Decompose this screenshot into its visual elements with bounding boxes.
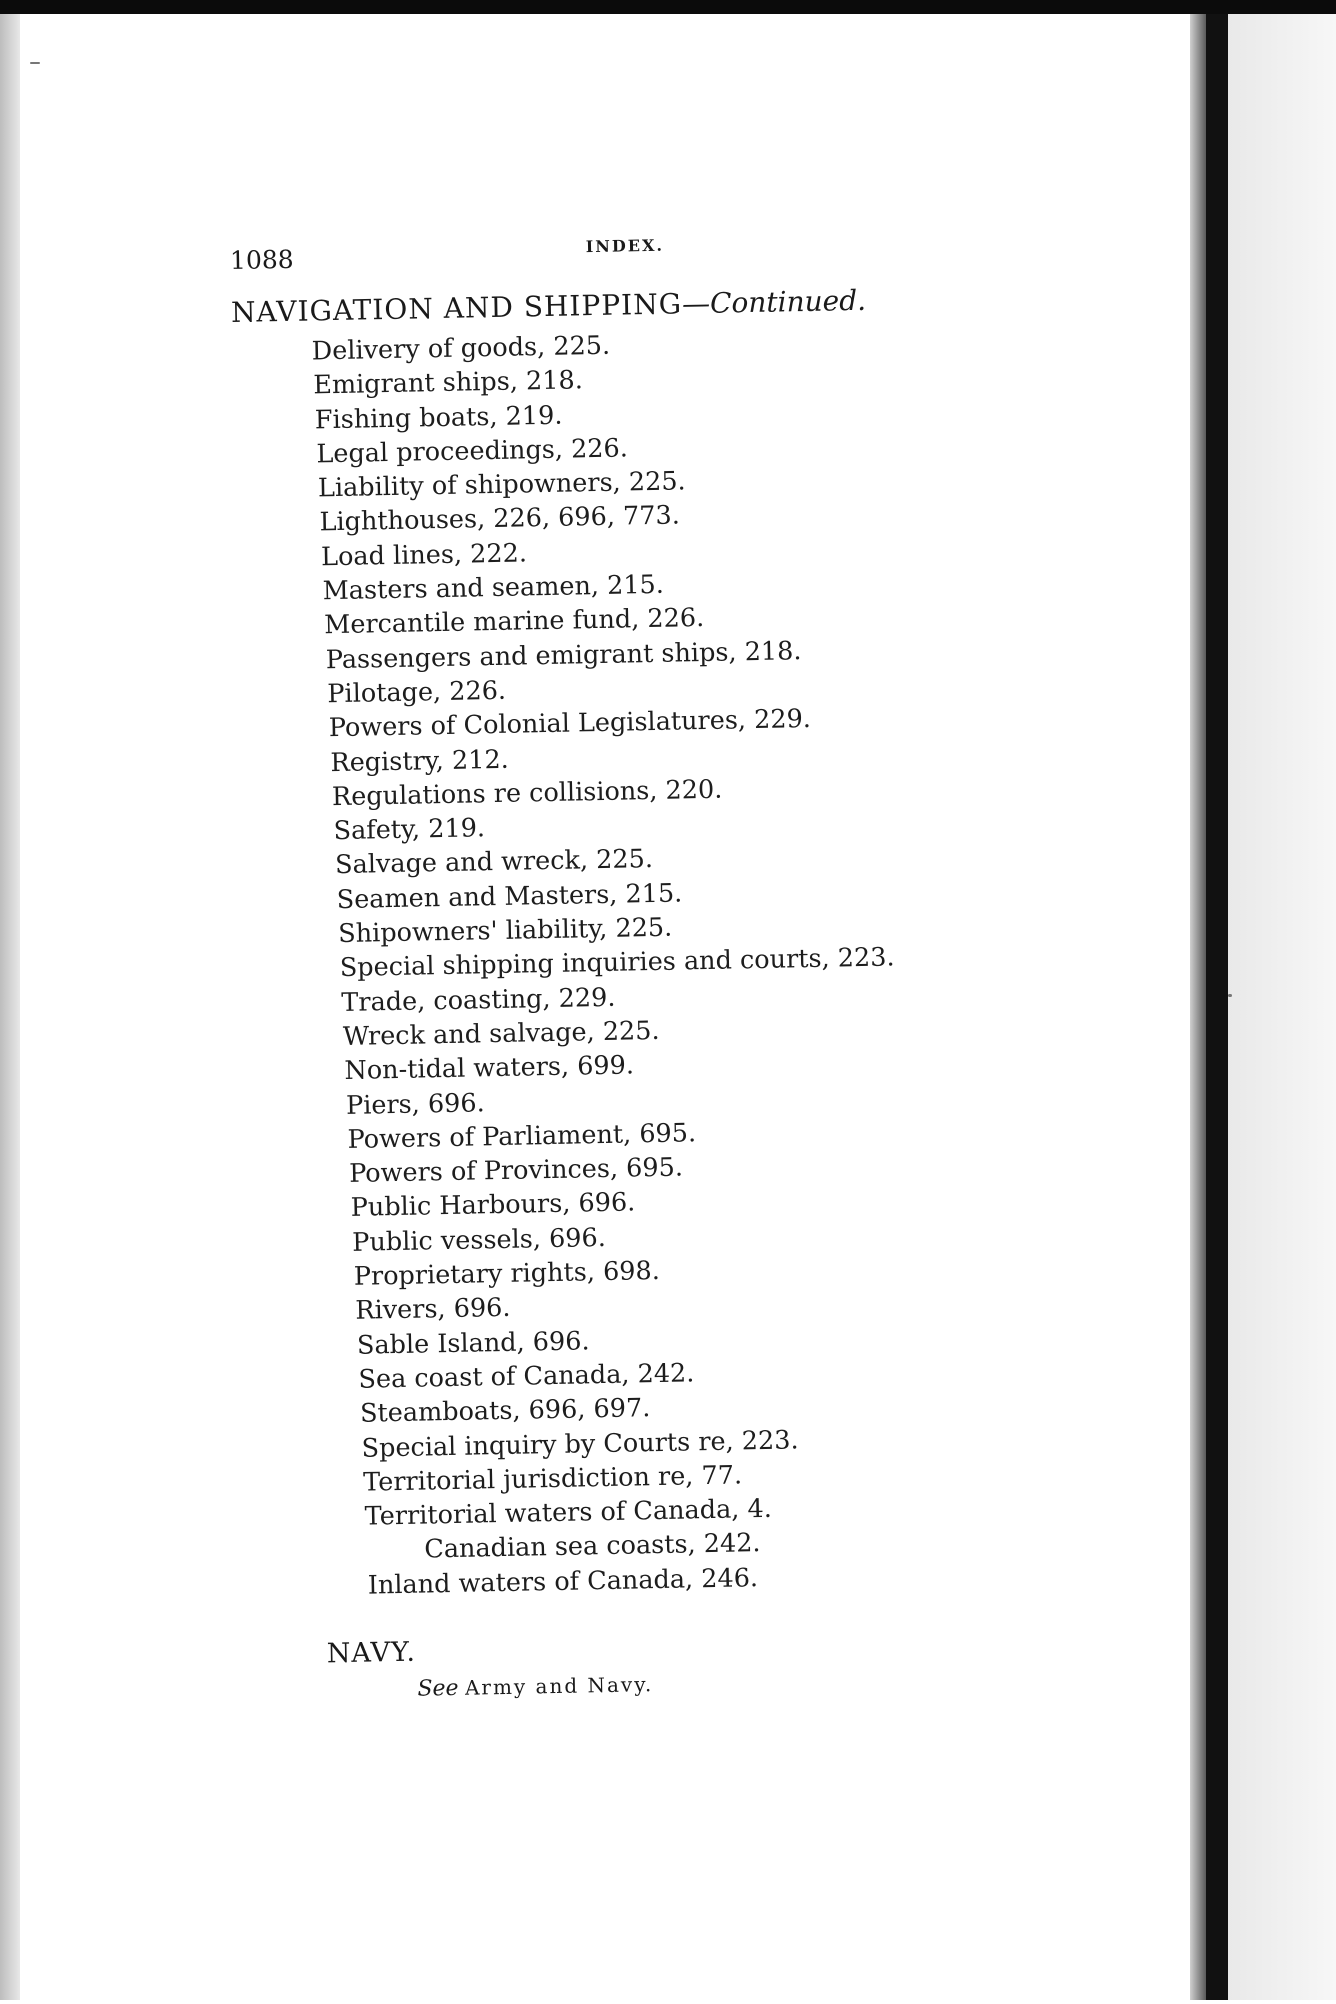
page-header xyxy=(230,234,851,286)
heading-continued: —Continued. xyxy=(681,283,867,321)
index-entry: Shipowners' liability, 225. xyxy=(337,912,673,950)
index-entry: Powers of Provinces, 695. xyxy=(348,1152,684,1190)
index-entry: Piers, 696. xyxy=(345,1087,485,1121)
index-entry: Rivers, 696. xyxy=(355,1293,511,1327)
running-head: INDEX. xyxy=(585,235,665,257)
index-entry: Proprietary rights, 698. xyxy=(353,1255,661,1292)
index-entry: Emigrant ships, 218. xyxy=(313,365,584,401)
index-entry: Liability of shipowners, 225. xyxy=(317,466,686,504)
index-entry: Steamboats, 696, 697. xyxy=(359,1393,651,1429)
index-entry: Special inquiry by Courts re, 223. xyxy=(361,1424,799,1464)
see-label: See xyxy=(417,1675,459,1702)
index-entry: Masters and seamen, 215. xyxy=(322,569,665,607)
cross-reference-target: Army and Navy. xyxy=(464,1672,654,1700)
index-entry: Special shipping inquiries and courts, 223. xyxy=(339,942,895,984)
index-entry: Fishing boats, 219. xyxy=(314,400,563,435)
index-entry: Registry, 212. xyxy=(330,744,510,778)
heading-title: NAVIGATION AND SHIPPING xyxy=(230,287,683,329)
index-entry: Canadian sea coasts, 242. xyxy=(424,1528,761,1565)
index-entry: Salvage and wreck, 225. xyxy=(334,844,654,881)
index-entry: Legal proceedings, 226. xyxy=(316,433,629,470)
index-entry: Passengers and emigrant ships, 218. xyxy=(325,635,802,675)
index-entry: Inland waters of Canada, 246. xyxy=(367,1562,759,1601)
index-entry: Territorial waters of Canada, 4. xyxy=(364,1493,773,1532)
index-entry: Non-tidal waters, 699. xyxy=(344,1050,635,1087)
index-entry: Mercantile marine fund, 226. xyxy=(323,603,705,641)
index-entry: Powers of Colonial Legislatures, 229. xyxy=(328,704,812,744)
index-entry: Public vessels, 696. xyxy=(351,1222,607,1258)
index-entry: Pilotage, 226. xyxy=(327,675,507,710)
index-entry: Territorial jurisdiction re, 77. xyxy=(362,1460,743,1498)
index-entry: Delivery of goods, 225. xyxy=(311,330,611,367)
index-entry: Regulations re collisions, 220. xyxy=(331,774,723,812)
index-entry-list xyxy=(311,323,906,1603)
index-entry: Seamen and Masters, 215. xyxy=(336,878,683,915)
navy-heading: NAVY. xyxy=(326,1636,417,1670)
index-entry: Sable Island, 696. xyxy=(356,1325,590,1361)
index-entry: Lighthouses, 226, 696, 773. xyxy=(319,500,681,538)
index-entry: Safety, 219. xyxy=(333,813,486,847)
index-entry: Sea coast of Canada, 242. xyxy=(358,1358,695,1395)
index-entry: Wreck and salvage, 225. xyxy=(342,1015,660,1052)
cross-reference xyxy=(417,1672,653,1702)
page-number: 1088 xyxy=(229,244,294,275)
index-entry: Load lines, 222. xyxy=(320,538,528,573)
adjacent-page xyxy=(1228,14,1336,2000)
section-heading xyxy=(231,284,867,329)
index-entry: Public Harbours, 696. xyxy=(350,1187,636,1224)
scan-speck xyxy=(1228,994,1232,997)
index-entry: Powers of Parliament, 695. xyxy=(347,1118,697,1155)
index-entry: Trade, coasting, 229. xyxy=(341,982,616,1018)
